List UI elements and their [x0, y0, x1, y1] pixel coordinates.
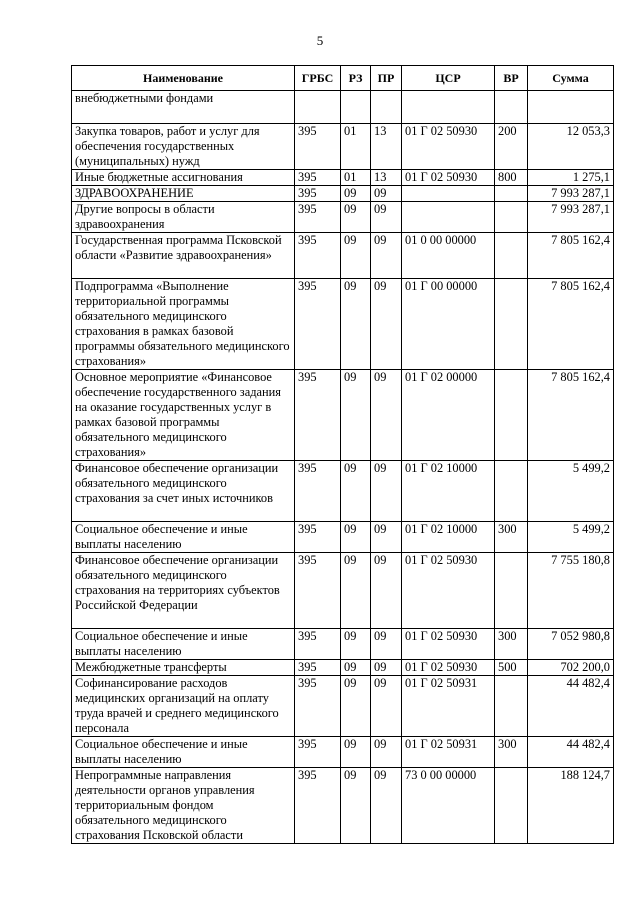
cell-sum: 7 993 287,1	[528, 186, 614, 202]
table-row	[72, 279, 614, 370]
cell-rz: 01	[341, 170, 371, 186]
table-body	[72, 91, 614, 844]
cell-vr	[495, 676, 528, 737]
cell-grbs: 395	[295, 768, 341, 844]
cell-sum: 7 805 162,4	[528, 279, 614, 370]
cell-csr	[402, 91, 495, 124]
cell-sum: 7 805 162,4	[528, 233, 614, 279]
cell-vr	[495, 461, 528, 522]
cell-name: Основное мероприятие «Финансовое обеспечение государственного задания на оказание государственных услуг в рамках базовой программы обязательного медицинского страхования»	[72, 370, 295, 461]
cell-pr: 09	[371, 461, 402, 522]
cell-sum: 7 052 980,8	[528, 629, 614, 660]
cell-name: Закупка товаров, работ и услуг для обеспечения государственных (муниципальных) нужд	[72, 124, 295, 170]
cell-name: Иные бюджетные ассигнования	[72, 170, 295, 186]
cell-rz: 09	[341, 186, 371, 202]
cell-pr: 09	[371, 660, 402, 676]
cell-vr	[495, 186, 528, 202]
cell-grbs: 395	[295, 186, 341, 202]
cell-rz: 09	[341, 660, 371, 676]
cell-rz: 09	[341, 202, 371, 233]
cell-name: внебюджетными фондами	[72, 91, 295, 124]
cell-name: Социальное обеспечение и иные выплаты населению	[72, 629, 295, 660]
cell-rz: 09	[341, 522, 371, 553]
cell-sum: 7 755 180,8	[528, 553, 614, 629]
cell-rz: 09	[341, 370, 371, 461]
cell-grbs: 395	[295, 660, 341, 676]
cell-sum: 12 053,3	[528, 124, 614, 170]
header-grbs: ГРБС	[295, 66, 341, 91]
cell-grbs: 395	[295, 279, 341, 370]
table-row	[72, 233, 614, 279]
cell-rz: 09	[341, 553, 371, 629]
header-rz: РЗ	[341, 66, 371, 91]
cell-rz: 09	[341, 279, 371, 370]
cell-sum: 44 482,4	[528, 676, 614, 737]
cell-grbs: 395	[295, 233, 341, 279]
cell-grbs	[295, 91, 341, 124]
cell-pr: 09	[371, 676, 402, 737]
cell-sum: 7 805 162,4	[528, 370, 614, 461]
table-row	[72, 202, 614, 233]
cell-csr: 01 Г 02 10000	[402, 522, 495, 553]
page-number: 5	[316, 33, 324, 48]
budget-table	[71, 65, 614, 844]
cell-rz: 09	[341, 461, 371, 522]
cell-pr: 09	[371, 737, 402, 768]
cell-pr	[371, 91, 402, 124]
cell-vr	[495, 91, 528, 124]
cell-name: Подпрограмма «Выполнение территориальной программы обязательного медицинского страхования в рамках базовой программы обязательного медицинского страхования»	[72, 279, 295, 370]
cell-pr: 09	[371, 186, 402, 202]
cell-vr: 800	[495, 170, 528, 186]
cell-rz: 09	[341, 676, 371, 737]
cell-csr: 01 Г 02 50930	[402, 629, 495, 660]
table-row	[72, 461, 614, 522]
header-vr: ВР	[495, 66, 528, 91]
header-sum: Сумма	[528, 66, 614, 91]
cell-sum: 44 482,4	[528, 737, 614, 768]
cell-rz: 01	[341, 124, 371, 170]
cell-grbs: 395	[295, 461, 341, 522]
cell-vr	[495, 202, 528, 233]
cell-grbs: 395	[295, 629, 341, 660]
cell-csr: 01 Г 02 50931	[402, 737, 495, 768]
table-row	[72, 629, 614, 660]
table-row	[72, 522, 614, 553]
cell-pr: 09	[371, 629, 402, 660]
cell-csr: 01 Г 02 50930	[402, 553, 495, 629]
cell-sum: 702 200,0	[528, 660, 614, 676]
cell-rz: 09	[341, 768, 371, 844]
cell-grbs: 395	[295, 676, 341, 737]
cell-vr	[495, 370, 528, 461]
cell-vr	[495, 768, 528, 844]
cell-rz: 09	[341, 233, 371, 279]
table-row	[72, 186, 614, 202]
cell-vr: 300	[495, 522, 528, 553]
cell-pr: 13	[371, 170, 402, 186]
table-row	[72, 124, 614, 170]
cell-name: Финансовое обеспечение организации обязательного медицинского страхования на территориях субъектов Российской Федерации	[72, 553, 295, 629]
cell-sum: 7 993 287,1	[528, 202, 614, 233]
cell-csr: 01 Г 00 00000	[402, 279, 495, 370]
cell-csr: 01 Г 02 50930	[402, 170, 495, 186]
cell-csr: 01 Г 02 50930	[402, 660, 495, 676]
cell-pr: 09	[371, 522, 402, 553]
cell-csr	[402, 186, 495, 202]
cell-pr: 13	[371, 124, 402, 170]
cell-vr	[495, 279, 528, 370]
header-name: Наименование	[72, 66, 295, 91]
table-row	[72, 553, 614, 629]
cell-name: Социальное обеспечение и иные выплаты населению	[72, 522, 295, 553]
cell-vr: 300	[495, 737, 528, 768]
cell-name: Софинансирование расходов медицинских организаций на оплату труда врачей и среднего медицинского персонала	[72, 676, 295, 737]
cell-name: Государственная программа Псковской области «Развитие здравоохранения»	[72, 233, 295, 279]
cell-name: Межбюджетные трансферты	[72, 660, 295, 676]
cell-vr	[495, 233, 528, 279]
cell-grbs: 395	[295, 737, 341, 768]
cell-rz: 09	[341, 629, 371, 660]
table-row	[72, 768, 614, 844]
cell-grbs: 395	[295, 370, 341, 461]
header-pr: ПР	[371, 66, 402, 91]
table-header-row	[72, 66, 614, 91]
cell-sum: 188 124,7	[528, 768, 614, 844]
cell-pr: 09	[371, 233, 402, 279]
cell-name: Другие вопросы в области здравоохранения	[72, 202, 295, 233]
cell-pr: 09	[371, 279, 402, 370]
cell-sum: 1 275,1	[528, 170, 614, 186]
cell-csr: 01 0 00 00000	[402, 233, 495, 279]
cell-name: Непрограммные направления деятельности органов управления территориальным фондом обязательного медицинского страхования Псковской области	[72, 768, 295, 844]
cell-name: ЗДРАВООХРАНЕНИЕ	[72, 186, 295, 202]
cell-name: Социальное обеспечение и иные выплаты населению	[72, 737, 295, 768]
cell-pr: 09	[371, 202, 402, 233]
cell-sum: 5 499,2	[528, 461, 614, 522]
cell-pr: 09	[371, 370, 402, 461]
cell-vr: 200	[495, 124, 528, 170]
cell-csr	[402, 202, 495, 233]
cell-pr: 09	[371, 553, 402, 629]
cell-grbs: 395	[295, 202, 341, 233]
cell-csr: 01 Г 02 00000	[402, 370, 495, 461]
header-csr: ЦСР	[402, 66, 495, 91]
cell-grbs: 395	[295, 170, 341, 186]
cell-csr: 01 Г 02 50930	[402, 124, 495, 170]
cell-name: Финансовое обеспечение организации обязательного медицинского страхования за счет иных источников	[72, 461, 295, 522]
cell-pr: 09	[371, 768, 402, 844]
cell-sum	[528, 91, 614, 124]
cell-vr: 300	[495, 629, 528, 660]
cell-vr	[495, 553, 528, 629]
cell-grbs: 395	[295, 522, 341, 553]
cell-grbs: 395	[295, 553, 341, 629]
table-row	[72, 170, 614, 186]
cell-vr: 500	[495, 660, 528, 676]
cell-csr: 73 0 00 00000	[402, 768, 495, 844]
table-row	[72, 660, 614, 676]
cell-rz	[341, 91, 371, 124]
table-row	[72, 91, 614, 124]
cell-sum: 5 499,2	[528, 522, 614, 553]
cell-grbs: 395	[295, 124, 341, 170]
cell-rz: 09	[341, 737, 371, 768]
table-row	[72, 676, 614, 737]
cell-csr: 01 Г 02 50931	[402, 676, 495, 737]
table-row	[72, 737, 614, 768]
cell-csr: 01 Г 02 10000	[402, 461, 495, 522]
table-row	[72, 370, 614, 461]
